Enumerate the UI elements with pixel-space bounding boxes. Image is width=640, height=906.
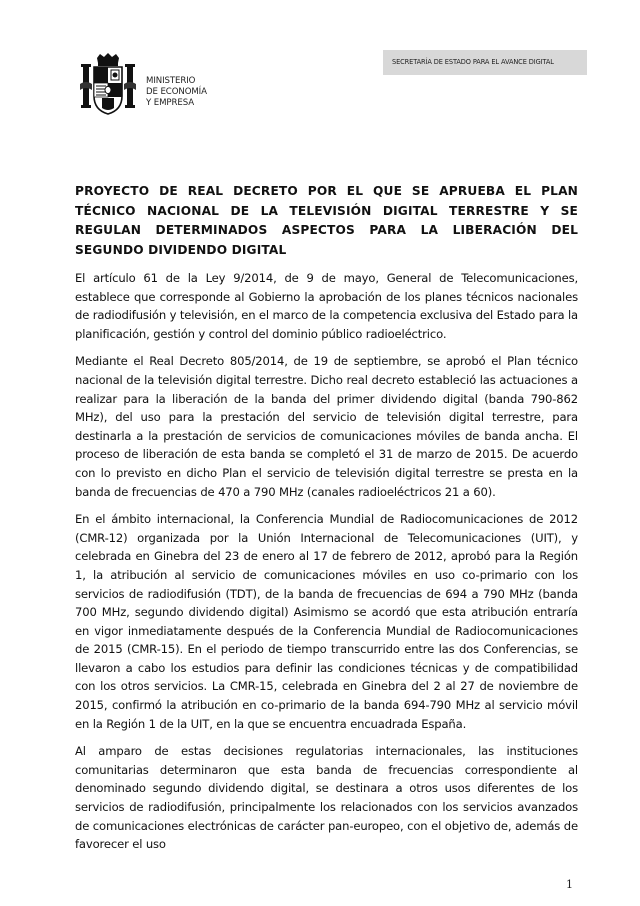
- ministry-name: [146, 76, 207, 109]
- paragraph-1: El artículo 61 de la Ley 9/2014, de 9 de mayo, General de Telecomunicaciones, establece que corresponde al Gobierno la aprobación de los planes técnicos nacionales de radiodifusión y televisión, en el marco de la competencia exclusiva del Estado para la planificación, gestión y control del dominio público radioeléctrico.: [75, 271, 578, 341]
- document-title: PROYECTO DE REAL DECRETO POR EL QUE SE APRUEBA EL PLAN TÉCNICO NACIONAL DE LA TELEVISIÓN DIGITAL TERRESTRE Y SE REGULAN DETERMINADOS ASPECTOS PARA LA LIBERACIÓN DEL SEGUNDO DIVIDENDO DIGITAL: [75, 184, 578, 257]
- paragraph-3: En el ámbito internacional, la Conferencia Mundial de Radiocomunicaciones de 2012 (CMR-12) organizada por la Unión Internacional de Telecomunicaciones (UIT), y celebrada en Ginebra del 23 de enero al 17 de febrero de 2012, aprobó para la Región 1, la atribución al servicio de comunicaciones móviles en uso co-primario con los servicios de radiodifusión (TDT), de la banda de frecuencias de 694 a 790 MHz (banda 700 MHz, segundo dividendo digital) Asimismo se acordó que esta atribución entraría en vigor inmediatamente después de la Conferencia Mundial de Radiocomunicaciones de 2015 (CMR-15). En el periodo de tiempo transcurrido entre las dos Conferencias, se llevaron a cabo los estudios para definir las condiciones técnicas y de compatibilidad con los otros servicios. La CMR-15, celebrada en Ginebra del 2 al 27 de noviembre de 2015, confirmó la atribución en co-primario de la banda 694-790 MHz al servicio móvil en la Región 1 de la UIT, en la que se encuentra encuadrada España.: [75, 512, 578, 731]
- paragraph-4: Al amparo de estas decisiones regulatorias internacionales, las instituciones comunitarias determinaron que esta banda de frecuencias correspondiente al denominado segundo dividendo digital, se destinara a otros usos diferentes de los servicios de radiodifusión, principalmente los relacionados con los servicios avanzados de comunicaciones electrónicas de carácter pan-europeo, con el objetivo de, además de favorecer el uso: [75, 744, 578, 852]
- secretariat-label: SECRETARÍA DE ESTADO PARA EL AVANCE DIGITAL: [392, 58, 554, 66]
- coat-of-arms-icon: [80, 52, 136, 118]
- page-number: 1: [566, 878, 573, 891]
- ministry-line-2: DE ECONOMÍA: [146, 87, 207, 97]
- paragraph-2: Mediante el Real Decreto 805/2014, de 19 de septiembre, se aprobó el Plan técnico nacional de la televisión digital terrestre. Dicho real decreto estableció las actuaciones a realizar para la liberación de la banda del primer dividendo digital (banda 790-862 MHz), del uso para la prestación del servicio de televisión digital terrestre, para destinarla a la prestación de servicios de comunicaciones móviles de banda ancha. El proceso de liberación de esta banda se completó el 31 de marzo de 2015. De acuerdo con lo previsto en dicho Plan el servicio de televisión digital terrestre se presta en la banda de frecuencias de 470 a 790 MHz (canales radioeléctricos 21 a 60).: [75, 354, 578, 499]
- ministry-line-1: MINISTERIO: [146, 76, 196, 86]
- ministry-line-3: Y EMPRESA: [146, 98, 195, 108]
- document-body: [75, 182, 578, 863]
